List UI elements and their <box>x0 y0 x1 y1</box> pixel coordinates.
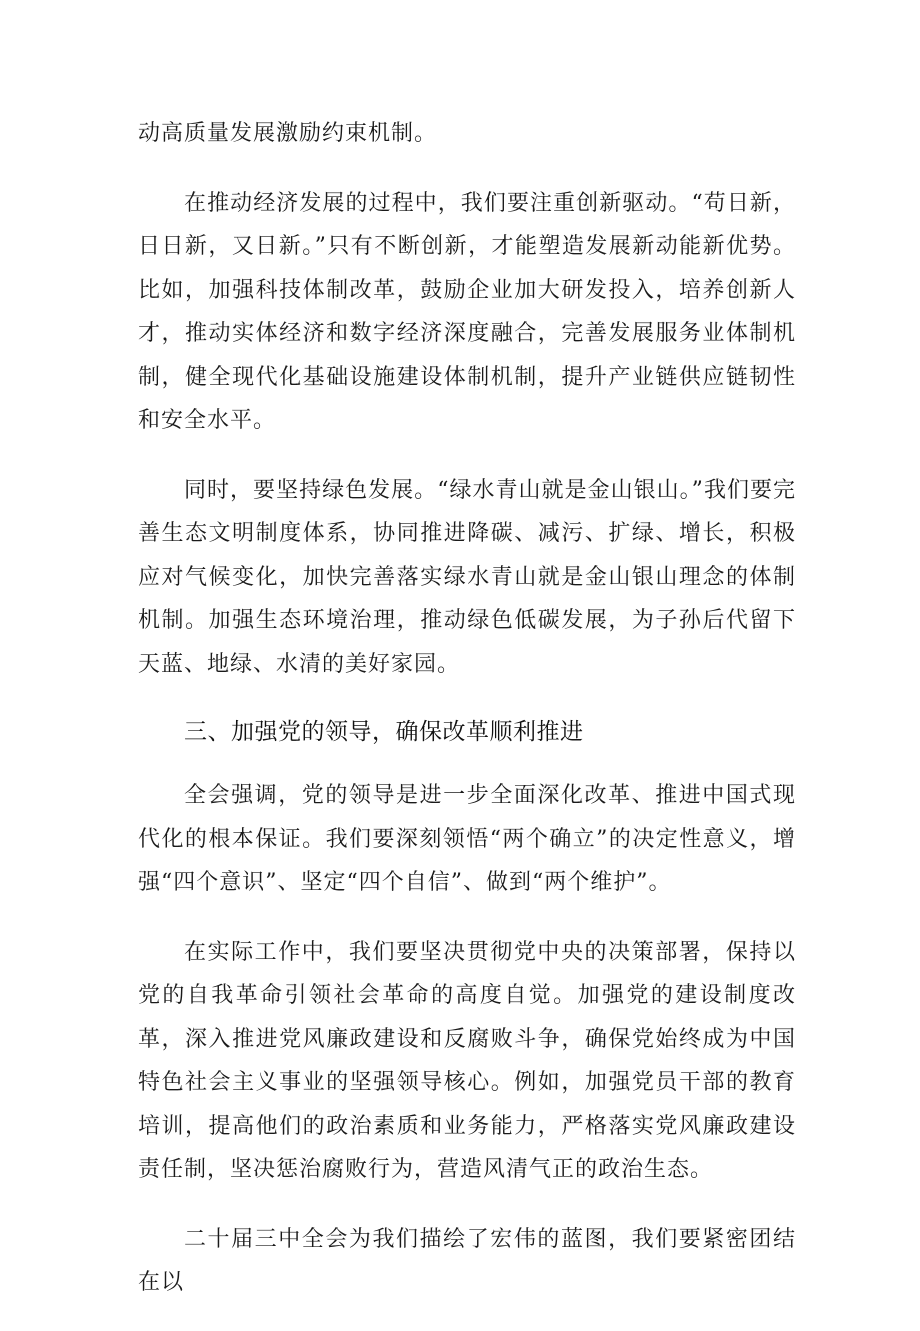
paragraph-continuation: 动高质量发展激励约束机制。 <box>138 121 438 146</box>
paragraph-green-development: 同时，要坚持绿色发展。“绿水青山就是金山银山。”我们要完善生态文明制度体系，协同推进降碳、减污、扩绿、增长，积极应对气候变化，加快完善落实绿水青山就是金山银山理念的体制机制。加强生态环境治理，推动绿色低碳发展，为子孙后代留下天蓝、地绿、水清的美好家园。 <box>138 477 796 677</box>
document-body <box>138 112 796 1331</box>
section-heading-3: 三、加强党的领导，确保改革顺利推进 <box>184 719 584 745</box>
paragraph-practical-work: 在实际工作中，我们要坚决贯彻党中央的决策部署，保持以党的自我革命引领社会革命的高度自觉。加强党的建设制度改革，深入推进党风廉政建设和反腐败斗争，确保党始终成为中国特色社会主义事业的坚强领导核心。例如，加强党员干部的教育培训，提高他们的政治素质和业务能力，严格落实党风廉政建设责任制，坚决惩治腐败行为，营造风清气正的政治生态。 <box>138 939 796 1182</box>
paragraph-party-leadership: 全会强调，党的领导是进一步全面深化改革、推进中国式现代化的根本保证。我们要深刻领悟“两个确立”的决定性意义，增强“四个意识”、坚定“四个自信”、做到“两个维护”。 <box>138 783 796 895</box>
paragraph-innovation: 在推动经济发展的过程中，我们要注重创新驱动。“苟日新，日日新，又日新。”只有不断创新，才能塑造发展新动能新优势。比如，加强科技体制改革，鼓励企业加大研发投入，培养创新人才，推动实体经济和数字经济深度融合，完善发展服务业体制机制，健全现代化基础设施建设体制机制，提升产业链供应链韧性和安全水平。 <box>138 190 796 433</box>
paragraph-conclusion: 二十届三中全会为我们描绘了宏伟的蓝图，我们要紧密团结在以 <box>138 1226 796 1295</box>
